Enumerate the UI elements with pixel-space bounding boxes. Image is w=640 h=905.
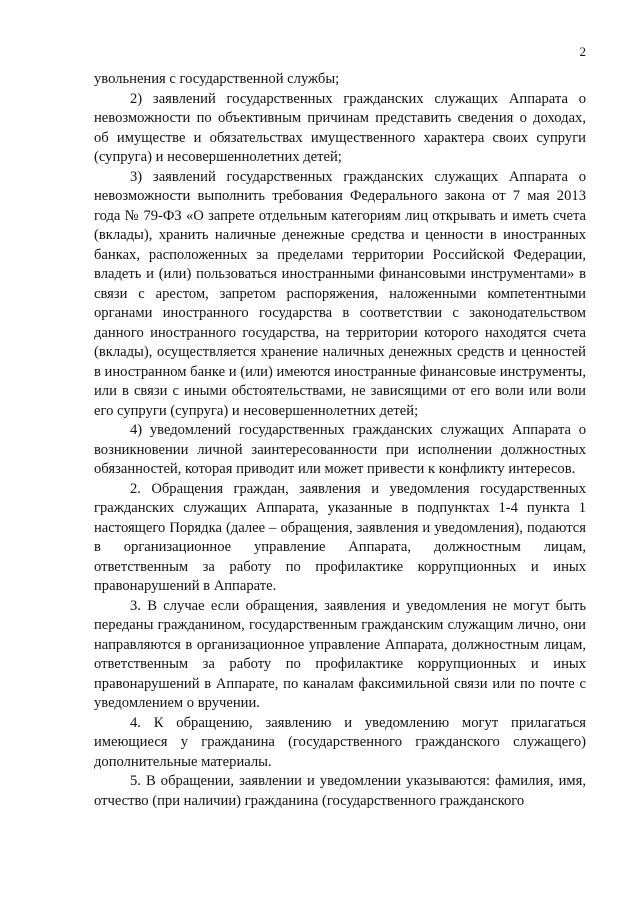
paragraph-clause-2: 2. Обращения граждан, заявления и уведомления государственных гражданских служащих Аппарата, указанные в подпунктах 1-4 пункта 1 настоящего Порядка (далее – обращения, заявления и уведомления), подаются в организационное управление Аппарата, должностным лицам, ответственным за работу по профилактике коррупционных и иных правонарушений в Аппарате. xyxy=(94,480,586,594)
paragraph-clause-3: 3. В случае если обращения, заявления и уведомления не могут быть переданы гражданином, государственным гражданским служащим лично, они направляются в организационное управление Аппарата, должностным лицам, ответственным за работу по профилактике коррупционных и иных правонарушений в Аппарате, по каналам факсимильной связи или по почте с уведомлением о вручении. xyxy=(94,597,586,711)
paragraph-item-3: 3) заявлений государственных гражданских служащих Аппарата о невозможности выполнить требования Федерального закона от 7 мая 2013 года № 79-ФЗ «О запрете отдельным категориям лиц открывать и иметь счета (вклады), хранить наличные денежные средства и ценности в иностранных банках, расположенных за пределами территории Российской Федерации, владеть и (или) пользоваться иностранными финансовыми инструментами» в связи с арестом, запретом распоряжения, наложенными компетентными органами иностранного государства в соответствии с законодательством данного иностранного государства, на территории которого находятся счета (вклады), осуществляется хранение наличных денежных средств и ценностей в иностранном банке и (или) имеются иностранные финансовые инструменты, или в связи с иными обстоятельствами, не зависящими от его воли или воли его супруги (супруга) и несовершеннолетних детей; xyxy=(94,168,586,419)
paragraph-item-2: 2) заявлений государственных гражданских служащих Аппарата о невозможности по объективным причинам представить сведения о доходах, об имуществе и обязательствах имущественного характера своих супруги (супруга) и несовершеннолетних детей; xyxy=(94,90,586,165)
paragraph-item-4: 4) уведомлений государственных гражданских служащих Аппарата о возникновении личной заинтересованности при исполнении должностных обязанностей, которая приводит или может привести к конфликту интересов. xyxy=(94,422,586,477)
document-body xyxy=(94,70,586,811)
paragraph-clause-4: 4. К обращению, заявлению и уведомлению могут прилагаться имеющиеся у гражданина (государственного гражданского служащего) дополнительные материалы. xyxy=(94,714,586,770)
paragraph-clause-5: 5. В обращении, заявлении и уведомлении указываются: фамилия, имя, отчество (при наличии) гражданина (государственного гражданского xyxy=(94,773,586,809)
paragraph-continuation: увольнения с государственной службы; xyxy=(94,71,340,87)
page-number: 2 xyxy=(579,44,586,59)
